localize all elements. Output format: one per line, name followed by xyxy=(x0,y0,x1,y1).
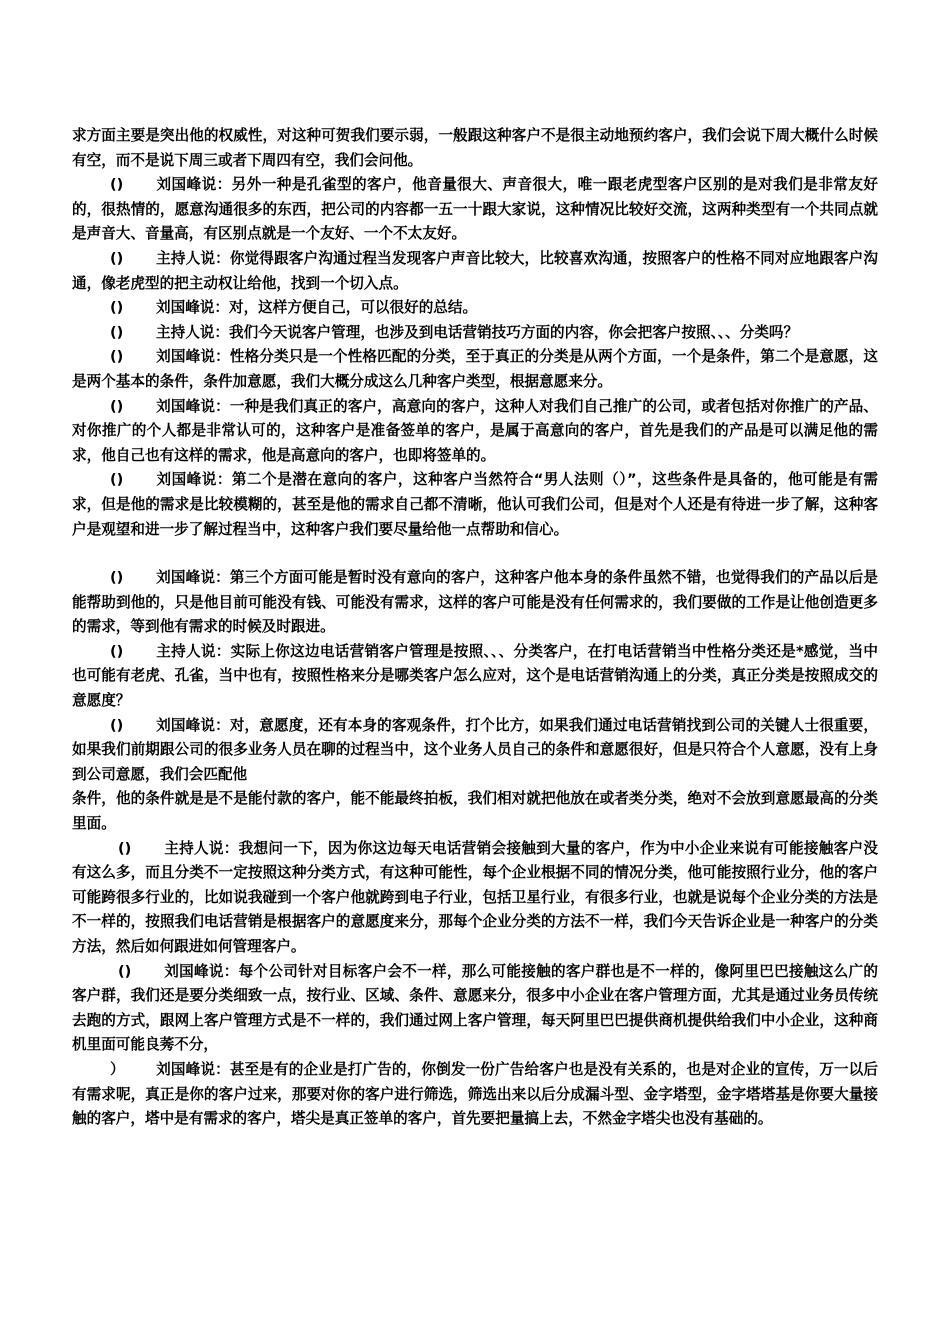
paragraph xyxy=(72,173,878,247)
paragraph-text: 刘国峰说：甚至是有的企业是打广告的，你倒发一份广告给客户也是没有关系的，也是对企业的宣传，万一以后有需求呢，真正是你的客户过来，那要对你的客户进行筛选，筛选出来以后分成漏斗型、金字塔型，金字塔塔基是你要大量接触的客户，塔中是有需求的客户，塔尖是真正签单的客户，首先要把量搞上去，不然金字塔尖也没有基础的。 xyxy=(72,1060,878,1128)
paragraph xyxy=(72,837,878,960)
document-body xyxy=(72,124,878,1132)
paragraph-marker: ） xyxy=(110,1060,125,1078)
paragraph xyxy=(72,345,878,394)
paragraph xyxy=(72,714,878,788)
paragraph xyxy=(72,640,878,714)
paragraph-marker: () xyxy=(110,176,124,194)
paragraph xyxy=(72,296,878,321)
paragraph-marker: () xyxy=(110,348,124,366)
paragraph-gap xyxy=(72,542,878,566)
paragraph-text: 刘国峰说：第三个方面可能是暂时没有意向的客户，这种客户他本身的条件虽然不错，也觉得我们的产品以后是能帮助到他的，只是他目前可能没有钱、可能没有需求，这样的客户可能是没有任何需求的，我们要做的工作是让他创造更多的需求，等到他有需求的时候及时跟进。 xyxy=(72,569,878,636)
paragraph-marker: () xyxy=(110,642,124,660)
paragraph-text: 条件，他的条件就是是不是能付款的客户，能不能最终拍板，我们相对就把他放在或者类分类，绝对不会放到意愿最高的分类里面。 xyxy=(72,790,878,833)
paragraph-marker: () xyxy=(110,569,124,587)
paragraph-text: 刘国峰说：另外一种是孔雀型的客户，他音量很大、声音很大，唯一跟老虎型客户区别的是对我们是非常友好的，很热情的，愿意沟通很多的东西，把公司的内容都一五一十跟大家说，这种情况比较好交流，这两种类型有一个共同点就是声音大、音量高，有区别点就是一个友好、一个不太友好。 xyxy=(72,176,878,243)
paragraph xyxy=(72,124,878,173)
paragraph-marker: () xyxy=(110,716,124,734)
paragraph-text: 主持人说：实际上你这边电话营销客户管理是按照、、、分类客户，在打电话营销当中性格分类还是*感觉，当中也可能有老虎、孔雀，当中也有，按照性格来分是哪类客户怎么应对，这个是电话营销沟通上的分类，真正分类是按照成交的意愿度？ xyxy=(72,642,878,710)
paragraph-marker: () xyxy=(118,839,132,857)
paragraph xyxy=(72,468,878,542)
paragraph-text: 主持人说：我们今天说客户管理，也涉及到电话营销技巧方面的内容，你会把客户按照、、、分类吗？ xyxy=(156,323,799,341)
paragraph-marker: () xyxy=(110,323,124,341)
paragraph-text: 刘国峰说：每个公司针对目标客户会不一样，那么可能接触的客户群也是不一样的，像阿里巴巴接触这么广的客户群，我们还是要分类细致一点，按行业、区域、条件、意愿来分，很多中小企业在客户管理方面，尤其是通过业务员传统去跑的方式，跟网上客户管理方式是不一样的，我们通过网上客户管理，每天阿里巴巴提供商机提供给我们中小企业，这种商机里面可能良莠不分， xyxy=(72,962,878,1054)
paragraph-marker: () xyxy=(110,249,124,267)
paragraph-text: 刘国峰说：第二个是潜在意向的客户，这种客户当然符合“男人法则（）”，这些条件是具备的，他可能是有需求，但是他的需求是比较模糊的，甚至是他的需求自己都不清晰，他认可我们公司，但是对个人还是有待进一步了解，这种客户是观望和进一步了解过程当中，这种客户我们要尽量给他一点帮助和信心。 xyxy=(72,471,878,538)
paragraph-text: 刘国峰说：对，意愿度，还有本身的客观条件，打个比方，如果我们通过电话营销找到公司的关键人士很重要，如果我们前期跟公司的很多业务人员在聊的过程当中，这个业务人员自己的条件和意愿很好，但是只符合个人意愿，没有上身到公司意愿，我们会匹配他 xyxy=(72,716,878,783)
paragraph xyxy=(72,566,878,640)
paragraph-marker: () xyxy=(110,299,124,317)
paragraph-text: 求方面主要是突出他的权威性，对这种可贺我们要示弱，一般跟这种客户不是很主动地预约客户，我们会说下周大概什么时候有空，而不是说下周三或者下周四有空，我们会问他。 xyxy=(72,127,878,169)
paragraph-text: 刘国峰说：一种是我们真正的客户，高意向的客户，这种人对我们自己推广的公司，或者包括对你推广的产品、对你推广的个人都是非常认可的，这种客户是准备签单的客户，是属于高意向的客户，首先是我们的产品是可以满足他的需求，他自己也有这样的需求，他是高意向的客户，也即将签单的。 xyxy=(72,397,878,464)
paragraph xyxy=(72,247,878,296)
paragraph-marker: () xyxy=(110,471,124,489)
paragraph-text: 主持人说：你觉得跟客户沟通过程当发现客户声音比较大，比较喜欢沟通，按照客户的性格不同对应地跟客户沟通，像老虎型的把主动权让给他，找到一个切入点。 xyxy=(72,249,878,292)
paragraph-text: 刘国峰说：对，这样方便自己，可以很好的总结。 xyxy=(156,299,478,317)
paragraph xyxy=(72,321,878,346)
paragraph xyxy=(72,787,878,836)
paragraph-marker: () xyxy=(110,397,124,415)
paragraph-text: 主持人说：我想问一下，因为你这边每天电话营销会接触到大量的客户，作为中小企业来说有可能接触客户没有这么多，而且分类不一定按照这种分类方式，有这种可能性，每个企业根据不同的情况分类，他可能按照行业分，他的客户可能跨很多行业的，比如说我碰到一个客户他就跨到电子行业，包括卫星行业，有很多行业，也就是说每个企业分类的方法是不一样的，按照我们电话营销是根据客户的意愿度来分，那每个企业分类的方法不一样，我们今天告诉企业是一种客户的分类方法，然后如何跟进如何管理客户。 xyxy=(72,839,878,955)
paragraph xyxy=(72,960,878,1058)
paragraph xyxy=(72,1058,878,1132)
paragraph-marker: () xyxy=(118,962,132,980)
paragraph xyxy=(72,395,878,469)
paragraph-text: 刘国峰说：性格分类只是一个性格匹配的分类，至于真正的分类是从两个方面，一个是条件，第二个是意愿，这是两个基本的条件，条件加意愿，我们大概分成这么几种客户类型，根据意愿来分。 xyxy=(72,348,878,390)
